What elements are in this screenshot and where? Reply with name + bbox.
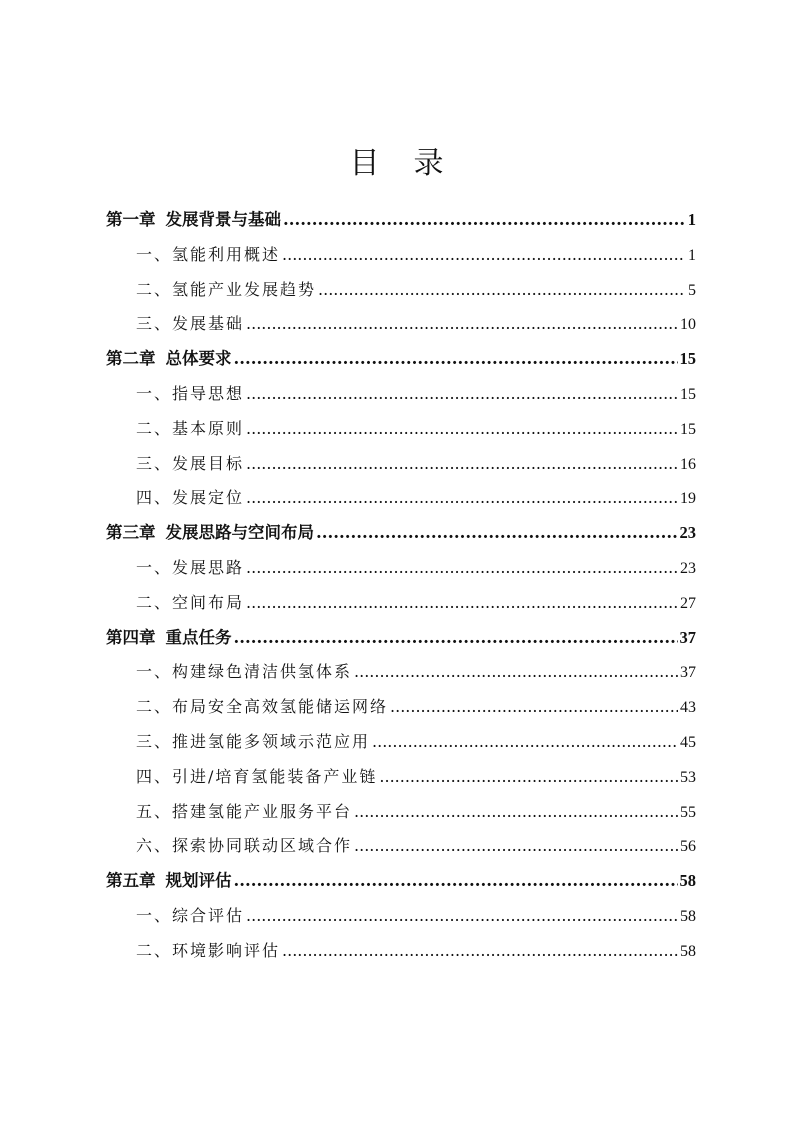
section-title: 二、布局安全高效氢能储运网络 bbox=[136, 697, 389, 717]
dot-leader bbox=[246, 447, 678, 482]
dot-leader bbox=[354, 655, 678, 690]
chapter-title: 规划评估 bbox=[165, 871, 232, 891]
dot-leader bbox=[354, 795, 678, 830]
dot-leader bbox=[379, 760, 678, 795]
page-number: 45 bbox=[680, 733, 696, 751]
section-title: 三、推进氢能多领域示范应用 bbox=[136, 731, 371, 751]
page-number: 37 bbox=[679, 627, 696, 647]
dot-leader bbox=[318, 273, 684, 308]
page-number: 43 bbox=[680, 699, 696, 717]
toc-section[interactable] bbox=[106, 307, 696, 342]
toc-section[interactable] bbox=[106, 760, 696, 795]
toc-chapter-4[interactable] bbox=[106, 621, 696, 656]
dot-leader bbox=[246, 899, 678, 934]
section-title: 二、环境影响评估 bbox=[136, 940, 281, 960]
toc-section[interactable] bbox=[106, 795, 696, 830]
chapter-number: 第二章 bbox=[106, 349, 156, 369]
dot-leader bbox=[234, 621, 678, 656]
toc-section[interactable] bbox=[106, 655, 696, 690]
page-number: 27 bbox=[680, 594, 696, 612]
toc-section[interactable] bbox=[106, 690, 696, 725]
page-number: 55 bbox=[680, 803, 696, 821]
chapter-title: 重点任务 bbox=[165, 627, 232, 647]
toc-section[interactable] bbox=[106, 829, 696, 864]
page-number: 1 bbox=[688, 246, 696, 264]
section-title: 四、发展定位 bbox=[136, 488, 245, 508]
page-number: 58 bbox=[679, 871, 696, 891]
section-title: 一、综合评估 bbox=[136, 905, 245, 925]
page-number: 37 bbox=[680, 664, 696, 682]
section-title: 六、探索协同联动区域合作 bbox=[136, 836, 353, 856]
chapter-number: 第三章 bbox=[106, 523, 156, 543]
toc-chapter-2[interactable] bbox=[106, 342, 696, 377]
toc-section[interactable] bbox=[106, 934, 696, 969]
section-title: 二、基本原则 bbox=[136, 418, 245, 438]
page-number: 58 bbox=[680, 907, 696, 925]
page-title bbox=[0, 138, 793, 182]
dot-leader bbox=[390, 690, 678, 725]
page-number: 16 bbox=[680, 455, 696, 473]
toc-section[interactable] bbox=[106, 899, 696, 934]
toc-chapter-1[interactable] bbox=[106, 203, 696, 238]
toc-section[interactable] bbox=[106, 273, 696, 308]
page-number: 23 bbox=[679, 523, 696, 543]
dot-leader bbox=[234, 864, 678, 899]
chapter-number: 第一章 bbox=[106, 210, 156, 229]
toc-section[interactable] bbox=[106, 551, 696, 586]
dot-leader bbox=[372, 725, 678, 760]
dot-leader bbox=[246, 551, 678, 586]
page-number: 58 bbox=[680, 942, 696, 960]
dot-leader bbox=[246, 377, 678, 412]
dot-leader bbox=[316, 516, 678, 551]
chapter-number: 第五章 bbox=[106, 871, 156, 891]
dot-leader bbox=[282, 238, 684, 273]
chapter-title: 发展背景与基础 bbox=[165, 210, 281, 229]
title-char-1: 目 bbox=[349, 146, 380, 181]
toc-chapter-5[interactable] bbox=[106, 864, 696, 899]
toc-section[interactable] bbox=[106, 481, 696, 516]
toc-section[interactable] bbox=[106, 377, 696, 412]
chapter-title: 发展思路与空间布局 bbox=[165, 523, 314, 543]
section-title: 五、搭建氢能产业服务平台 bbox=[136, 801, 353, 821]
section-title: 二、空间布局 bbox=[136, 592, 245, 612]
page-number: 1 bbox=[687, 210, 696, 229]
dot-leader bbox=[282, 934, 678, 969]
toc-section[interactable] bbox=[106, 725, 696, 760]
toc-section[interactable] bbox=[106, 447, 696, 482]
section-title: 三、发展目标 bbox=[136, 453, 245, 473]
section-title: 四、引进/培育氢能装备产业链 bbox=[136, 766, 378, 786]
toc-chapter-3[interactable] bbox=[106, 516, 696, 551]
page-number: 23 bbox=[680, 559, 696, 577]
page-number: 15 bbox=[679, 349, 696, 369]
dot-leader bbox=[354, 829, 678, 864]
toc-section[interactable] bbox=[106, 412, 696, 447]
toc-section[interactable] bbox=[106, 586, 696, 621]
chapter-number: 第四章 bbox=[106, 627, 156, 647]
section-title: 一、发展思路 bbox=[136, 557, 245, 577]
page-number: 53 bbox=[680, 768, 696, 786]
chapter-title: 总体要求 bbox=[165, 349, 232, 369]
section-title: 二、氢能产业发展趋势 bbox=[136, 279, 317, 299]
page-number: 19 bbox=[680, 490, 696, 508]
dot-leader bbox=[234, 342, 678, 377]
toc-section[interactable] bbox=[106, 238, 696, 273]
table-of-contents bbox=[106, 203, 696, 969]
dot-leader bbox=[246, 586, 678, 621]
dot-leader bbox=[246, 412, 678, 447]
dot-leader bbox=[283, 203, 684, 238]
section-title: 三、发展基础 bbox=[136, 314, 245, 334]
section-title: 一、构建绿色清洁供氢体系 bbox=[136, 662, 353, 682]
section-title: 一、氢能利用概述 bbox=[136, 244, 281, 264]
page-number: 15 bbox=[680, 385, 696, 403]
dot-leader bbox=[246, 481, 678, 516]
page-number: 56 bbox=[680, 838, 696, 856]
section-title: 一、指导思想 bbox=[136, 383, 245, 403]
page-number: 15 bbox=[680, 420, 696, 438]
dot-leader bbox=[246, 307, 678, 342]
page-number: 5 bbox=[688, 281, 696, 299]
title-char-2: 录 bbox=[413, 146, 444, 181]
page-number: 10 bbox=[680, 316, 696, 334]
